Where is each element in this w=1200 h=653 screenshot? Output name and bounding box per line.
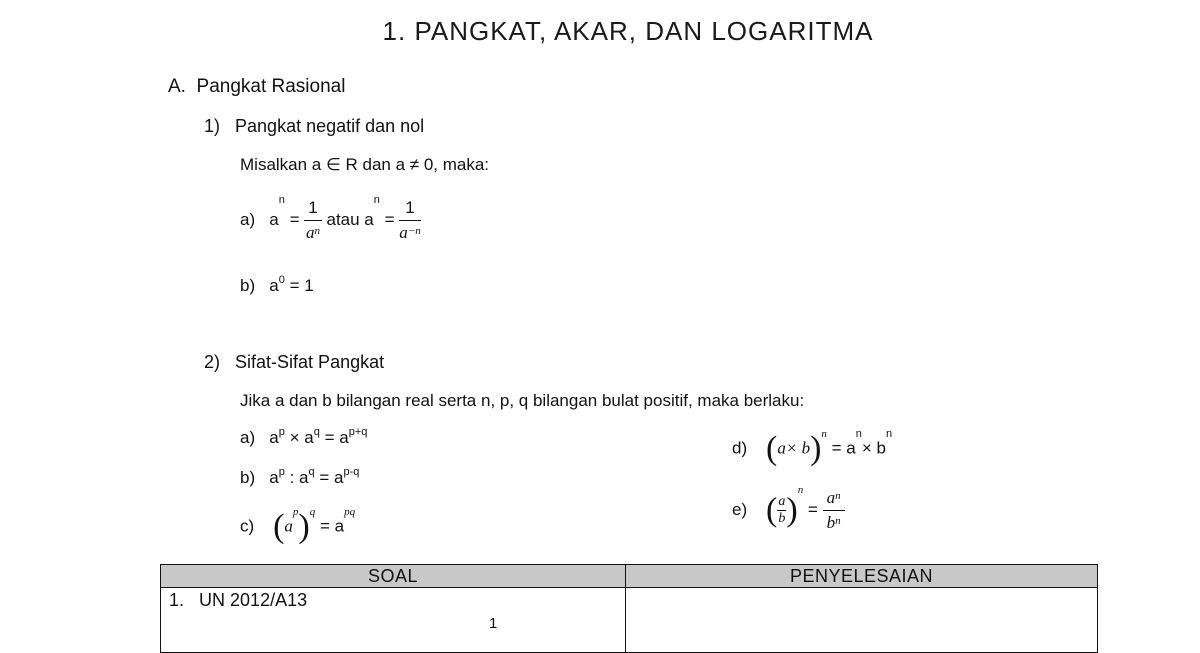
formula-2b bbox=[240, 468, 359, 488]
section-a-title: Pangkat Rasional bbox=[196, 76, 346, 97]
formula-2e-paren-open: ( bbox=[766, 491, 778, 529]
formula-2b-eq: = a bbox=[314, 468, 344, 487]
formula-2a-label: a) bbox=[240, 428, 256, 447]
formula-2e bbox=[732, 486, 845, 535]
sub2-heading bbox=[204, 352, 384, 373]
row1-penyelesaian-cell bbox=[626, 588, 1098, 653]
formula-2d-exp1: n bbox=[855, 428, 862, 440]
formula-1a-lhs: a bbox=[269, 209, 279, 229]
formula-1a-eq2: = bbox=[384, 209, 395, 229]
formula-2a-base: a bbox=[269, 428, 279, 447]
formula-2e-label: e) bbox=[732, 499, 748, 519]
formula-2d-exp2: n bbox=[886, 428, 893, 440]
sub1-title: Pangkat negatif dan nol bbox=[235, 116, 425, 136]
formula-1a-denominator-exp: n bbox=[314, 225, 321, 237]
header-soal: SOAL bbox=[161, 565, 626, 588]
formula-2d-eq: = a bbox=[831, 438, 856, 458]
formula-2e-paren-close: ) bbox=[786, 491, 798, 529]
formula-1a-denominator2: a bbox=[399, 223, 408, 242]
formula-2e-inner-num: a bbox=[778, 494, 786, 509]
formula-2e-outer-exp: n bbox=[797, 484, 804, 496]
formula-2c-paren-open: ( bbox=[273, 508, 285, 545]
formula-1a-lhs-exp: n bbox=[278, 194, 285, 206]
formula-2a-exp1: p bbox=[278, 426, 285, 438]
formula-1a-numerator2: 1 bbox=[399, 196, 420, 221]
header-penyelesaian: PENYELESAIAN bbox=[626, 565, 1098, 588]
formula-2c-inner-exp: p bbox=[292, 506, 299, 518]
formula-1a-denominator2-exp: −n bbox=[407, 225, 421, 237]
formula-1a-fraction bbox=[304, 196, 321, 245]
formula-2b-exp3: p-q bbox=[343, 466, 360, 478]
formula-2d-inner: a× b bbox=[777, 438, 811, 458]
formula-2c-eq: = a bbox=[319, 516, 345, 536]
sub2-premise: Jika a dan b bilangan real serta n, p, q bilangan bulat positif, maka berlaku: bbox=[240, 391, 805, 410]
formula-2d-label: d) bbox=[732, 438, 748, 458]
row1-source: UN 2012/A13 bbox=[199, 590, 308, 610]
formula-2b-label: b) bbox=[240, 468, 256, 487]
table-header-row bbox=[161, 565, 1098, 588]
formula-1a-eq: = bbox=[289, 209, 300, 229]
formula-1b-exp: 0 bbox=[278, 274, 285, 286]
formula-2d-outer-exp: n bbox=[821, 428, 827, 440]
formula-2b-mid: : a bbox=[284, 468, 309, 487]
formula-1a-fraction2 bbox=[399, 196, 420, 245]
formula-1a-conj: atau a bbox=[326, 209, 374, 229]
formula-2e-rhs-num: a bbox=[826, 488, 836, 507]
formula-2d-paren-open: ( bbox=[766, 430, 778, 467]
formula-2e-inner-den: b bbox=[778, 511, 786, 526]
formula-2c bbox=[240, 508, 355, 546]
formula-2a bbox=[240, 428, 367, 448]
formula-1b-base: a bbox=[269, 276, 279, 295]
formula-2b-exp2: q bbox=[308, 466, 315, 478]
formula-2a-eq: = a bbox=[319, 428, 349, 447]
soal-table bbox=[160, 564, 1098, 653]
formula-2c-paren-close: ) bbox=[298, 508, 310, 545]
row1-soal-cell bbox=[161, 588, 626, 653]
row1-partial-numerator: 1 bbox=[489, 615, 498, 632]
row1-number: 1. bbox=[169, 590, 185, 610]
formula-2e-rhs-fraction bbox=[823, 486, 845, 535]
formula-1a-denominator: a bbox=[306, 223, 315, 242]
formula-2e-rhs-den: b bbox=[826, 513, 836, 532]
formula-2b-base: a bbox=[269, 468, 279, 487]
table-row bbox=[161, 588, 1098, 653]
formula-1a-numerator: 1 bbox=[304, 196, 321, 221]
page-title: 1. PANGKAT, AKAR, DAN LOGARITMA bbox=[382, 16, 874, 46]
formula-2a-exp2: q bbox=[313, 426, 320, 438]
sub2-number: 2) bbox=[204, 352, 221, 372]
formula-2d bbox=[732, 430, 892, 468]
formula-2c-inner: a bbox=[284, 516, 293, 536]
formula-2c-outer-exp: q bbox=[309, 506, 316, 518]
formula-2e-rhs-den-exp: n bbox=[835, 515, 841, 527]
formula-2e-rhs-num-exp: n bbox=[835, 490, 841, 502]
sub1-heading bbox=[204, 116, 424, 137]
formula-2c-rhs-exp: pq bbox=[344, 506, 356, 518]
formula-1b bbox=[240, 276, 314, 296]
formula-2c-label: c) bbox=[240, 516, 255, 536]
formula-1b-rhs: = 1 bbox=[289, 276, 314, 295]
formula-2b-exp1: p bbox=[278, 466, 285, 478]
formula-2a-exp3: p+q bbox=[348, 426, 368, 438]
formula-2d-mid: × b bbox=[861, 438, 886, 458]
formula-1a-conj-exp: n bbox=[373, 194, 380, 206]
formula-1b-label: b) bbox=[240, 276, 256, 295]
section-a-letter: A. bbox=[168, 76, 186, 97]
formula-2e-inner-fraction bbox=[777, 494, 786, 527]
formula-2a-mid: × a bbox=[284, 428, 314, 447]
section-a-heading bbox=[168, 76, 345, 98]
formula-1a-label: a) bbox=[240, 209, 256, 229]
sub1-number: 1) bbox=[204, 116, 221, 136]
formula-1a bbox=[240, 196, 421, 245]
sub2-title: Sifat-Sifat Pangkat bbox=[235, 352, 385, 372]
formula-2e-eq: = bbox=[807, 499, 818, 519]
sub1-premise: Misalkan a ∈ R dan a ≠ 0, maka: bbox=[240, 155, 490, 174]
formula-2d-paren-close: ) bbox=[810, 430, 822, 467]
